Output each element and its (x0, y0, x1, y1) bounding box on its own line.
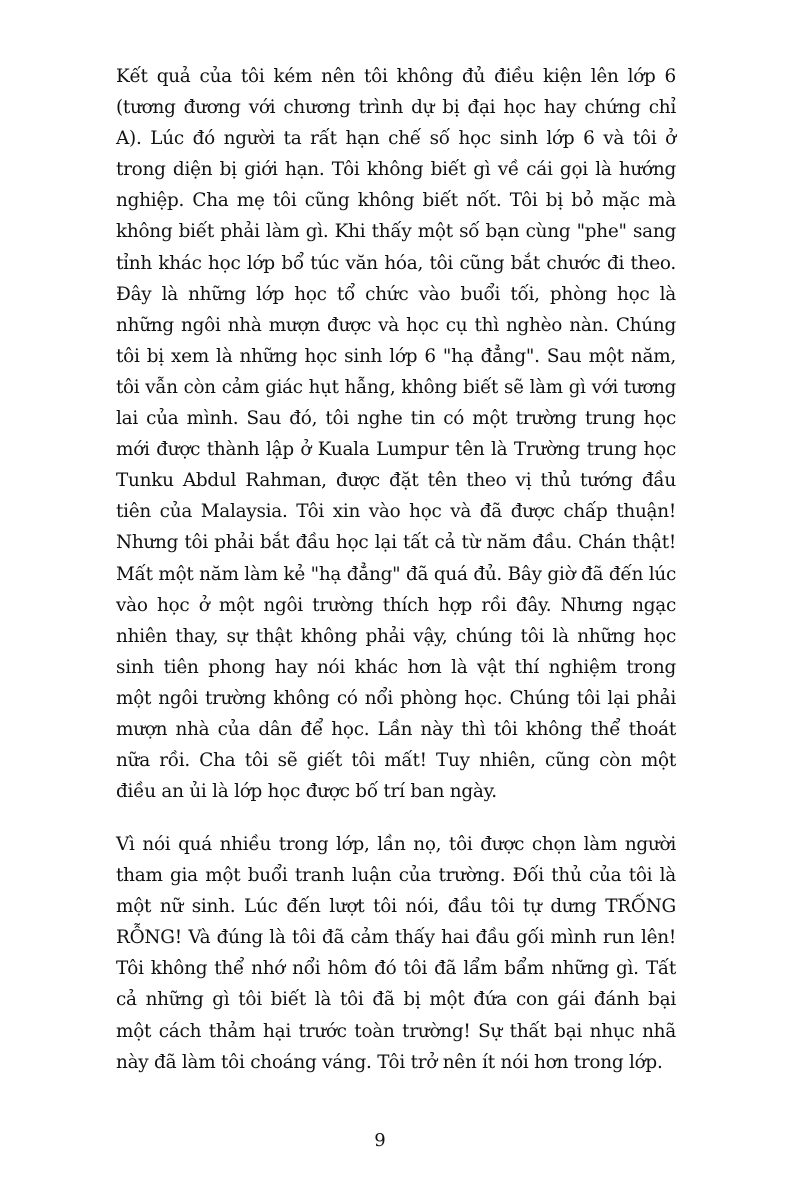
text-line: một ngôi trường không có nổi phòng học. Chúng tôi lại phải (116, 687, 676, 709)
text-line: những ngôi nhà mượn được và học cụ thì nghèo nàn. Chúng (116, 314, 676, 336)
text-line: nhiên thay, sự thật không phải vậy, chúng tôi là những học (116, 625, 676, 647)
text-line: Tôi không thể nhớ nổi hôm đó tôi đã lẩm bẩm những gì. Tất (116, 958, 676, 980)
text-line: RỖNG! Và đúng là tôi đã cảm thấy hai đầu gối mình run lên! (116, 927, 676, 949)
text-line: nữa rồi. Cha tôi sẽ giết tôi mất! Tuy nhiên, cũng còn một (116, 750, 676, 772)
text-line: Kết quả của tôi kém nên tôi không đủ điều kiện lên lớp 6 (116, 66, 676, 87)
text-line: sinh tiên phong hay nói khác hơn là vật thí nghiệm trong (116, 656, 676, 678)
text-line: mượn nhà của dân để học. Lần này thì tôi không thể thoát (116, 718, 676, 740)
text-line: vào học ở một ngôi trường thích hợp rồi đây. Nhưng ngạc (116, 594, 676, 616)
text-line: (tương đương với chương trình dự bị đại học hay chứng chỉ (116, 97, 676, 119)
text-line: một nữ sinh. Lúc đến lượt tôi nói, đầu tôi tự dưng TRỐNG (116, 896, 676, 918)
text-line-last: này đã làm tôi choáng váng. Tôi trở nên ít nói hơn trong lớp. (116, 1051, 663, 1073)
text-line: tiên của Malaysia. Tôi xin vào học và đã được chấp thuận! (116, 501, 676, 523)
text-line: lai của mình. Sau đó, tôi nghe tin có một trường trung học (116, 408, 676, 430)
text-line: tôi bị xem là những học sinh lớp 6 "hạ đẳng". Sau một năm, (116, 345, 676, 367)
text-line: cả những gì tôi biết là tôi đã bị một đứa con gái đánh bại (116, 989, 676, 1011)
text-line: mới được thành lập ở Kuala Lumpur tên là Trường trung học (116, 439, 676, 461)
text-line: trong diện bị giới hạn. Tôi không biết gì về cái gọi là hướng (116, 159, 676, 181)
text-line: Mất một năm làm kẻ "hạ đẳng" đã quá đủ. Bây giờ đã đến lúc (116, 563, 676, 585)
paragraph-1 (116, 61, 676, 807)
page-number: 9 (374, 1130, 386, 1151)
text-line: Nhưng tôi phải bắt đầu học lại tất cả từ năm đầu. Chán thật! (116, 532, 676, 554)
paragraph-2 (116, 829, 676, 1078)
text-line-last: điều an ủi là lớp học được bố trí ban ngày. (116, 781, 497, 803)
text-line: không biết phải làm gì. Khi thấy một số bạn cùng "phe" sang (116, 221, 676, 243)
text-line: nghiệp. Cha mẹ tôi cũng không biết nốt. Tôi bị bỏ mặc mà (116, 190, 676, 212)
text-line: tỉnh khác học lớp bổ túc văn hóa, tôi cũng bắt chước đi theo. (116, 252, 676, 274)
text-line: Đây là những lớp học tổ chức vào buổi tối, phòng học là (116, 283, 676, 305)
text-line: tôi vẫn còn cảm giác hụt hẫng, không biết sẽ làm gì với tương (116, 376, 676, 398)
text-line: tham gia một buổi tranh luận của trường. Đối thủ của tôi là (116, 865, 676, 887)
text-line: Tunku Abdul Rahman, được đặt tên theo vị thủ tướng đầu (116, 470, 676, 492)
text-line: một cách thảm hại trước toàn trường! Sự thất bại nhục nhã (116, 1020, 676, 1042)
text-line: Vì nói quá nhiều trong lớp, lần nọ, tôi được chọn làm người (116, 834, 676, 855)
text-line: A). Lúc đó người ta rất hạn chế số học sinh lớp 6 và tôi ở (116, 128, 676, 150)
